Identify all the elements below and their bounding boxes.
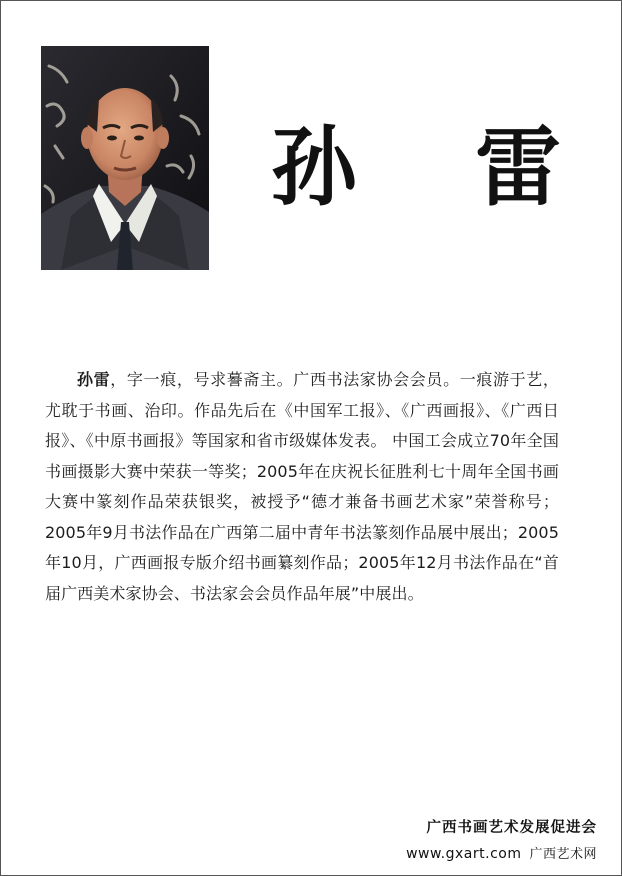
footer-site xyxy=(406,843,597,862)
biography-lead-name: 孙雷 xyxy=(77,370,111,389)
site-name: 广西艺术网 xyxy=(529,847,597,862)
name-char-2: 雷 xyxy=(475,118,561,218)
name-char-1: 孙 xyxy=(271,118,357,218)
page-title xyxy=(271,113,561,223)
portrait-icon xyxy=(41,46,209,270)
organization-name: 广西书画艺术发展促进会 xyxy=(426,820,597,836)
biography xyxy=(45,365,559,609)
portrait-photo xyxy=(41,46,209,270)
site-url[interactable]: www.gxart.com xyxy=(406,846,522,862)
biography-text: ，字一痕，号求謩斋主。广西书法家协会会员。一痕游于艺，尤耽于书画、治印。作品先后在《中国军工报》、《广西画报》、《广西日报》、《中原书画报》等国家和省市级媒体发表。 中国工会成立70年全国书画摄影大赛中荣获一等奖；2005年在庆祝长征胜利七十周年全国书画大赛中篆刻作品荣获银奖，被授予“德才兼备书画艺术家”荣誉称号；2005年9月书法作品在广西第二届中青年书法篆刻作品展中展出；2005年10月，广西画报专版介绍书画纂刻作品；2005年12月书法作品在“首届广西美术家协会、书法家会会员作品年展”中展出。 xyxy=(45,370,559,603)
biography-paragraph xyxy=(45,365,559,609)
